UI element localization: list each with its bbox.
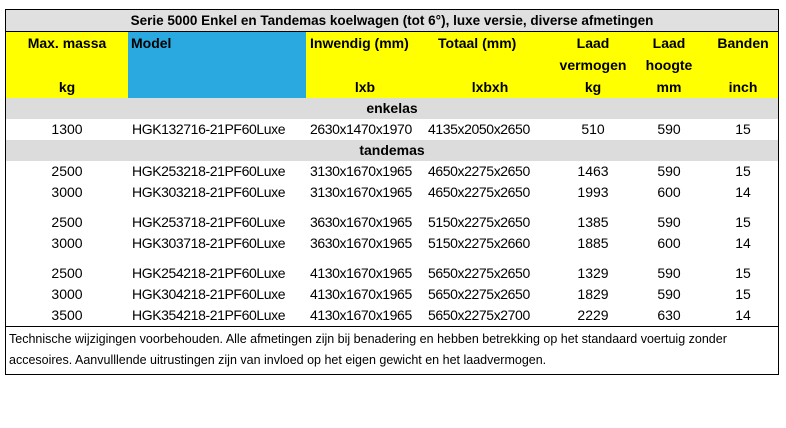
row-spacer (6, 254, 778, 263)
table-row (6, 305, 778, 326)
table-row (6, 182, 778, 203)
cell-total: 5650x2275x2700 (428, 307, 530, 323)
cell-tires: 15 (735, 286, 751, 302)
cell-height: 590 (657, 163, 681, 179)
cell-tires: 14 (735, 307, 751, 323)
header-blank (306, 54, 424, 76)
cell-tires: 15 (735, 121, 751, 137)
cell-mass: 3000 (51, 184, 83, 200)
cell-capacity: 1329 (577, 265, 609, 281)
header-unit-height: mm (630, 76, 708, 98)
header-unit-tires: inch (708, 76, 778, 98)
section-header (6, 98, 778, 119)
cell-model: HGK253718-21PF60Luxe (132, 214, 286, 230)
cell-height: 590 (657, 265, 681, 281)
cell-model: HGK303718-21PF60Luxe (132, 235, 286, 251)
cell-height: 590 (657, 121, 681, 137)
cell-tires: 15 (735, 214, 751, 230)
cell-total: 5650x2275x2650 (428, 265, 530, 281)
cell-capacity: 1829 (577, 286, 609, 302)
header-row-1 (6, 32, 778, 54)
cell-total: 5150x2275x2660 (428, 235, 530, 251)
cell-total: 4135x2050x2650 (428, 121, 530, 137)
cell-inner: 4130x1670x1965 (310, 265, 412, 281)
cell-mass: 1300 (51, 121, 83, 137)
header-unit-total: lxbxh (424, 76, 556, 98)
header-inner: Inwendig (mm) (306, 32, 424, 54)
cell-mass: 3500 (51, 307, 83, 323)
cell-capacity: 2229 (577, 307, 609, 323)
cell-inner: 3130x1670x1965 (310, 184, 412, 200)
cell-total: 5650x2275x2650 (428, 286, 530, 302)
header-blank (424, 54, 556, 76)
cell-inner: 3130x1670x1965 (310, 163, 412, 179)
header-capacity-2: vermogen (556, 54, 630, 76)
cell-capacity: 1885 (577, 235, 609, 251)
header-tires: Banden (708, 32, 778, 54)
table-row (6, 284, 778, 305)
header-blank (708, 54, 778, 76)
table-row (6, 233, 778, 254)
header-total: Totaal (mm) (424, 32, 556, 54)
cell-capacity: 1463 (577, 163, 609, 179)
cell-inner: 4130x1670x1965 (310, 286, 412, 302)
cell-model: HGK253218-21PF60Luxe (132, 163, 286, 179)
table-row (6, 161, 778, 182)
table-row (6, 263, 778, 284)
header-unit-inner: lxb (306, 76, 424, 98)
cell-model: HGK132716-21PF60Luxe (132, 121, 286, 137)
cell-inner: 4130x1670x1965 (310, 307, 412, 323)
header-height-2: hoogte (630, 54, 708, 76)
cell-height: 630 (657, 307, 681, 323)
header-row-2 (6, 54, 778, 76)
cell-total: 4650x2275x2650 (428, 184, 530, 200)
header-capacity-1: Laad (556, 32, 630, 54)
cell-mass: 2500 (51, 214, 83, 230)
cell-height: 600 (657, 235, 681, 251)
cell-height: 600 (657, 184, 681, 200)
table-row (6, 119, 778, 140)
header-max-mass: Max. massa (6, 32, 128, 54)
row-spacer (6, 203, 778, 212)
cell-model: HGK304218-21PF60Luxe (132, 286, 286, 302)
cell-model: HGK303218-21PF60Luxe (132, 184, 286, 200)
table-row (6, 212, 778, 233)
cell-model: HGK354218-21PF60Luxe (132, 307, 286, 323)
cell-mass: 3000 (51, 286, 83, 302)
header-row-3 (6, 76, 778, 98)
header-unit-capacity: kg (556, 76, 630, 98)
cell-total: 4650x2275x2650 (428, 163, 530, 179)
cell-capacity: 1993 (577, 184, 609, 200)
cell-mass: 3000 (51, 235, 83, 251)
cell-mass: 2500 (51, 265, 83, 281)
table-title: Serie 5000 Enkel en Tandemas koelwagen (tot 6°), luxe versie, diverse afmetingen (6, 10, 778, 32)
cell-capacity: 1385 (577, 214, 609, 230)
spec-sheet (5, 9, 779, 375)
cell-tires: 15 (735, 163, 751, 179)
header-height-1: Laad (630, 32, 708, 54)
cell-model: HGK254218-21PF60Luxe (132, 265, 286, 281)
cell-total: 5150x2275x2650 (428, 214, 530, 230)
section-label: tandemas (6, 140, 778, 161)
cell-inner: 3630x1670x1965 (310, 235, 412, 251)
cell-mass: 2500 (51, 163, 83, 179)
cell-inner: 3630x1670x1965 (310, 214, 412, 230)
disclaimer-note: Technische wijzigingen voorbehouden. Alle afmetingen zijn bij benadering en hebben betrekking op het standaard voertuig zonder accesoires. Aanvulllende uitrustingen zijn van invloed op het eigen gewicht en het laadvermogen. (6, 326, 778, 374)
cell-tires: 14 (735, 184, 751, 200)
header-unit-mass: kg (6, 76, 128, 98)
cell-capacity: 510 (581, 121, 605, 137)
header-blank (6, 54, 128, 76)
section-label: enkelas (6, 98, 778, 119)
spec-table (6, 32, 778, 326)
cell-tires: 15 (735, 265, 751, 281)
cell-height: 590 (657, 286, 681, 302)
section-header (6, 140, 778, 161)
header-model: Model (128, 32, 306, 98)
cell-inner: 2630x1470x1970 (310, 121, 412, 137)
cell-height: 590 (657, 214, 681, 230)
cell-tires: 14 (735, 235, 751, 251)
